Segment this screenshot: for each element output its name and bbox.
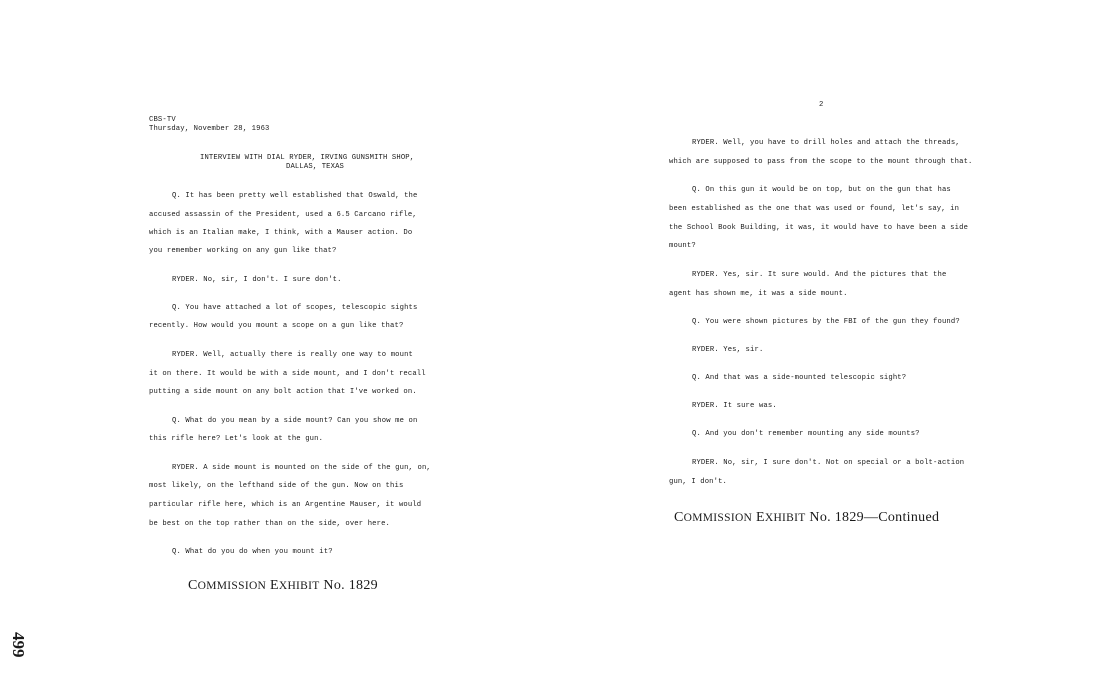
transcript-line: RYDER. Yes, sir. It sure would. And the pictures that the (692, 271, 947, 279)
exhibit-number: No. 1829—Continued (809, 510, 940, 525)
exhibit-caption-part: E (755, 510, 765, 525)
transcript-line: RYDER. No, sir, I don't. I sure don't. (172, 276, 342, 284)
transcript-line: recently. How would you mount a scope on a gun like that? (149, 322, 404, 330)
exhibit-number: No. 1829 (323, 578, 378, 593)
transcript-line: accused assassin of the President, used a 6.5 Carcano rifle, (149, 211, 417, 219)
transcript-line: Q. And that was a side-mounted telescopic sight? (692, 374, 907, 382)
transcript-line: be best on the top rather than on the side, over here. (149, 520, 391, 528)
transcript-line: Q. On this gun it would be on top, but on the gun that has (692, 186, 951, 194)
exhibit-caption-part: XHIBIT (278, 580, 320, 592)
volume-page-number: 499 (9, 632, 28, 658)
transcript-line: Q. What do you mean by a side mount? Can you show me on (172, 417, 418, 425)
transcript-line: which are supposed to pass from the scope to the mount through that. (669, 158, 973, 166)
transcript-line: RYDER. No, sir, I sure don't. Not on special or a bolt-action (692, 459, 965, 467)
transcript-line: Q. It has been pretty well established that Oswald, the (172, 192, 418, 200)
transcript-line: most likely, on the lefthand side of the gun. Now on this (149, 482, 404, 490)
exhibit-caption (188, 578, 378, 594)
transcript-line: been established as the one that was used or found, let's say, in (669, 205, 960, 213)
transcript-line: RYDER. Well, actually there is really one way to mount (172, 351, 414, 359)
transcript-line: gun, I don't. (669, 478, 728, 486)
exhibit-caption-part: OMMISSION (197, 580, 267, 592)
header-date: Thursday, November 28, 1963 (149, 125, 270, 133)
page-number: 2 (819, 101, 824, 109)
transcript-line: it on there. It would be with a side mount, and I don't recall (149, 370, 426, 378)
transcript-line: mount? (669, 242, 696, 250)
transcript-line: you remember working on any gun like that? (149, 247, 337, 255)
transcript-line: agent has shown me, it was a side mount. (669, 290, 848, 298)
exhibit-caption-part: C (188, 578, 198, 593)
exhibit-caption-part: XHIBIT (764, 512, 806, 524)
exhibit-caption-part: OMMISSION (683, 512, 753, 524)
transcript-line: Q. And you don't remember mounting any side mounts? (692, 430, 920, 438)
header-station: CBS-TV (149, 116, 176, 124)
transcript-line: RYDER. It sure was. (692, 402, 777, 410)
transcript-line: which is an Italian make, I think, with a Mauser action. Do (149, 229, 413, 237)
transcript-line: Q. You have attached a lot of scopes, telescopic sights (172, 304, 418, 312)
interview-title-line-1: INTERVIEW WITH DIAL RYDER, IRVING GUNSMITH SHOP, (200, 154, 415, 162)
transcript-line: RYDER. Well, you have to drill holes and attach the threads, (692, 139, 960, 147)
transcript-line: this rifle here? Let's look at the gun. (149, 435, 324, 443)
exhibit-caption-continued (674, 510, 939, 526)
interview-title-line-2: DALLAS, TEXAS (286, 163, 345, 171)
exhibit-caption-part: C (674, 510, 684, 525)
transcript-line: RYDER. A side mount is mounted on the side of the gun, on, (172, 464, 431, 472)
transcript-line: RYDER. Yes, sir. (692, 346, 764, 354)
transcript-line: Q. You were shown pictures by the FBI of the gun they found? (692, 318, 960, 326)
transcript-line: putting a side mount on any bolt action that I've worked on. (149, 388, 417, 396)
transcript-line: particular rifle here, which is an Argentine Mauser, it would (149, 501, 422, 509)
transcript-line: the School Book Building, it was, it would have to have been a side (669, 224, 969, 232)
transcript-line: Q. What do you do when you mount it? (172, 548, 333, 556)
exhibit-caption-part: E (269, 578, 279, 593)
